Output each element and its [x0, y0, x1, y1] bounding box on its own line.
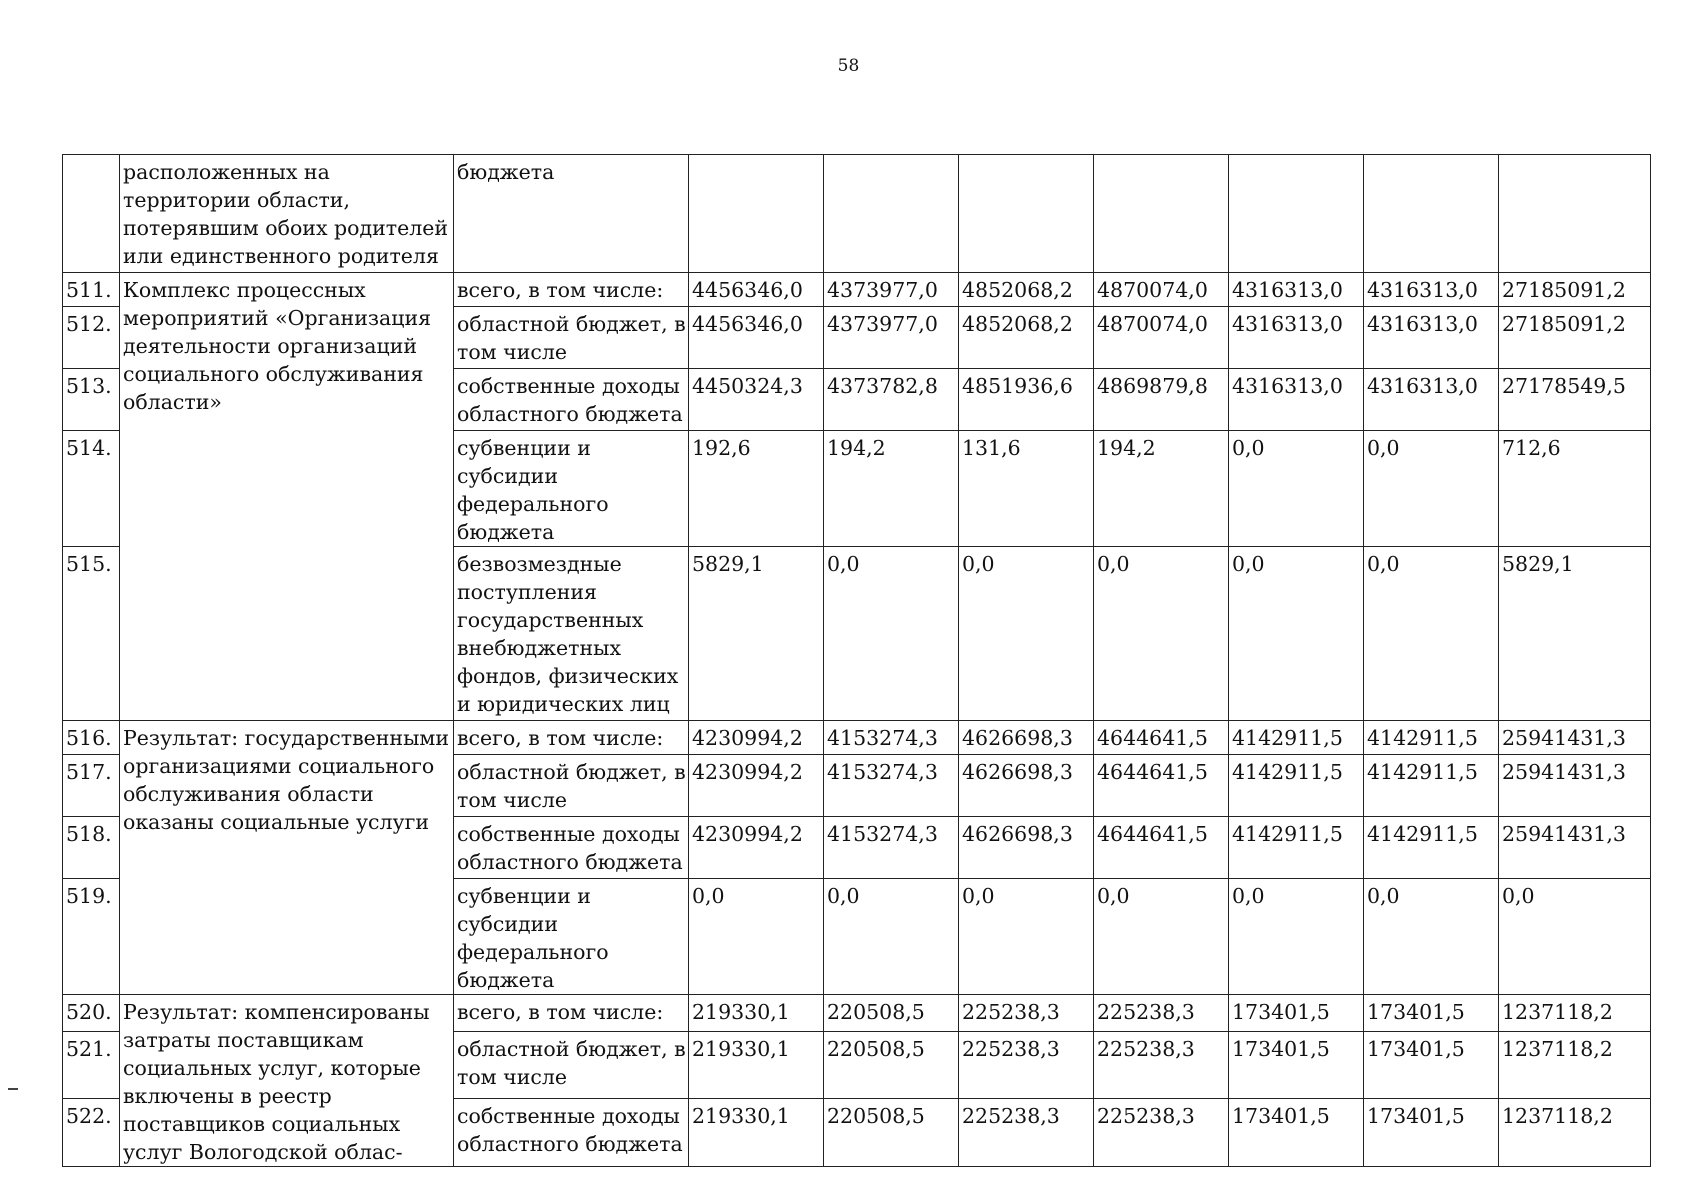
value-cell [959, 155, 1094, 273]
value-cell: 0,0 [1499, 879, 1651, 995]
funding-source: всего, в том числе: [454, 995, 689, 1032]
value-cell: 1237118,2 [1499, 1032, 1651, 1099]
value-cell: 0,0 [1094, 547, 1229, 721]
funding-source: безвозмездные поступления государственных внебюджетных фондов, физических и юридических лиц [454, 547, 689, 721]
row-number: 514. [63, 431, 120, 547]
value-cell: 4851936,6 [959, 369, 1094, 431]
value-cell: 4852068,2 [959, 273, 1094, 307]
value-cell: 4153274,3 [824, 755, 959, 817]
value-cell: 194,2 [824, 431, 959, 547]
value-cell [1364, 155, 1499, 273]
table-row [63, 995, 1651, 1032]
row-number [63, 155, 120, 273]
value-cell [824, 155, 959, 273]
value-cell: 0,0 [959, 879, 1094, 995]
value-cell: 712,6 [1499, 431, 1651, 547]
value-cell: 25941431,3 [1499, 755, 1651, 817]
row-description: Результат: компенсированы затраты поставщикам социальных услуг, которые включены в реестр поставщиков социальных услуг Вологодской облас- [120, 995, 454, 1167]
funding-source: субвенции и субсидии федерального бюджета [454, 431, 689, 547]
value-cell: 25941431,3 [1499, 721, 1651, 755]
value-cell: 0,0 [1229, 547, 1364, 721]
value-cell: 4869879,8 [1094, 369, 1229, 431]
value-cell: 4316313,0 [1364, 369, 1499, 431]
value-cell: 4626698,3 [959, 755, 1094, 817]
value-cell: 4316313,0 [1229, 307, 1364, 369]
table-row [63, 155, 1651, 273]
value-cell: 0,0 [824, 547, 959, 721]
value-cell: 4626698,3 [959, 721, 1094, 755]
row-description: расположенных на территории области, потерявшим обоих родителей или единственного родителя [120, 155, 454, 273]
row-number: 520. [63, 995, 120, 1032]
value-cell: 4230994,2 [689, 755, 824, 817]
table-row [63, 273, 1651, 307]
funding-source: областной бюджет, в том числе [454, 755, 689, 817]
value-cell: 0,0 [1094, 879, 1229, 995]
row-number: 516. [63, 721, 120, 755]
value-cell: 225238,3 [959, 995, 1094, 1032]
row-number: 512. [63, 307, 120, 369]
row-number: 511. [63, 273, 120, 307]
value-cell [1499, 155, 1651, 273]
value-cell: 27178549,5 [1499, 369, 1651, 431]
value-cell: 4373977,0 [824, 307, 959, 369]
row-number: 522. [63, 1099, 120, 1167]
row-number: 517. [63, 755, 120, 817]
value-cell: 5829,1 [689, 547, 824, 721]
row-description: Комплекс процессных мероприятий «Организация деятельности организаций социального обслуживания области» [120, 273, 454, 721]
value-cell: 0,0 [1229, 431, 1364, 547]
value-cell: 173401,5 [1229, 995, 1364, 1032]
row-number: 518. [63, 817, 120, 879]
value-cell: 192,6 [689, 431, 824, 547]
value-cell: 4153274,3 [824, 721, 959, 755]
value-cell: 0,0 [1229, 879, 1364, 995]
value-cell: 1237118,2 [1499, 1099, 1651, 1167]
funding-source: областной бюджет, в том числе [454, 1032, 689, 1099]
row-number: 513. [63, 369, 120, 431]
value-cell: 4142911,5 [1364, 755, 1499, 817]
value-cell: 219330,1 [689, 995, 824, 1032]
value-cell: 225238,3 [959, 1032, 1094, 1099]
value-cell [689, 155, 824, 273]
budget-table [62, 154, 1651, 1167]
value-cell: 4852068,2 [959, 307, 1094, 369]
value-cell: 4142911,5 [1229, 817, 1364, 879]
value-cell [1094, 155, 1229, 273]
value-cell [1229, 155, 1364, 273]
value-cell: 219330,1 [689, 1099, 824, 1167]
value-cell: 4456346,0 [689, 307, 824, 369]
value-cell: 4316313,0 [1364, 273, 1499, 307]
funding-source: областной бюджет, в том числе [454, 307, 689, 369]
row-number: 521. [63, 1032, 120, 1099]
row-number: 515. [63, 547, 120, 721]
value-cell: 5829,1 [1499, 547, 1651, 721]
value-cell: 4142911,5 [1229, 755, 1364, 817]
funding-source: собственные доходы областного бюджета [454, 817, 689, 879]
value-cell: 173401,5 [1229, 1032, 1364, 1099]
value-cell: 0,0 [1364, 431, 1499, 547]
value-cell: 4142911,5 [1364, 721, 1499, 755]
value-cell: 4373782,8 [824, 369, 959, 431]
value-cell: 4316313,0 [1229, 273, 1364, 307]
value-cell: 220508,5 [824, 995, 959, 1032]
value-cell: 225238,3 [959, 1099, 1094, 1167]
value-cell: 4153274,3 [824, 817, 959, 879]
row-description: Результат: государственными организациями социального обслуживания области оказаны социальные услуги [120, 721, 454, 995]
value-cell: 0,0 [959, 547, 1094, 721]
value-cell: 4142911,5 [1364, 817, 1499, 879]
value-cell: 220508,5 [824, 1099, 959, 1167]
value-cell: 4626698,3 [959, 817, 1094, 879]
value-cell: 131,6 [959, 431, 1094, 547]
value-cell: 4870074,0 [1094, 273, 1229, 307]
value-cell: 0,0 [689, 879, 824, 995]
value-cell: 173401,5 [1364, 1032, 1499, 1099]
funding-source: бюджета [454, 155, 689, 273]
funding-source: субвенции и субсидии федерального бюджета [454, 879, 689, 995]
value-cell: 4870074,0 [1094, 307, 1229, 369]
value-cell: 4142911,5 [1229, 721, 1364, 755]
funding-source: всего, в том числе: [454, 273, 689, 307]
value-cell: 25941431,3 [1499, 817, 1651, 879]
value-cell: 27185091,2 [1499, 273, 1651, 307]
page-number: 58 [837, 56, 860, 76]
value-cell: 27185091,2 [1499, 307, 1651, 369]
value-cell: 4230994,2 [689, 817, 824, 879]
value-cell: 4316313,0 [1364, 307, 1499, 369]
value-cell: 225238,3 [1094, 995, 1229, 1032]
value-cell: 4450324,3 [689, 369, 824, 431]
value-cell: 225238,3 [1094, 1099, 1229, 1167]
value-cell: 0,0 [1364, 879, 1499, 995]
value-cell: 194,2 [1094, 431, 1229, 547]
funding-source: собственные доходы областного бюджета [454, 1099, 689, 1167]
value-cell: 4456346,0 [689, 273, 824, 307]
value-cell: 4316313,0 [1229, 369, 1364, 431]
value-cell: 4644641,5 [1094, 721, 1229, 755]
funding-source: собственные доходы областного бюджета [454, 369, 689, 431]
scan-edge-mark [8, 1088, 18, 1090]
value-cell: 173401,5 [1364, 1099, 1499, 1167]
row-number: 519. [63, 879, 120, 995]
value-cell: 4644641,5 [1094, 817, 1229, 879]
value-cell: 225238,3 [1094, 1032, 1229, 1099]
value-cell: 219330,1 [689, 1032, 824, 1099]
funding-source: всего, в том числе: [454, 721, 689, 755]
value-cell: 0,0 [824, 879, 959, 995]
value-cell: 0,0 [1364, 547, 1499, 721]
value-cell: 4373977,0 [824, 273, 959, 307]
value-cell: 1237118,2 [1499, 995, 1651, 1032]
value-cell: 220508,5 [824, 1032, 959, 1099]
value-cell: 173401,5 [1229, 1099, 1364, 1167]
table-row [63, 721, 1651, 755]
value-cell: 173401,5 [1364, 995, 1499, 1032]
value-cell: 4230994,2 [689, 721, 824, 755]
value-cell: 4644641,5 [1094, 755, 1229, 817]
